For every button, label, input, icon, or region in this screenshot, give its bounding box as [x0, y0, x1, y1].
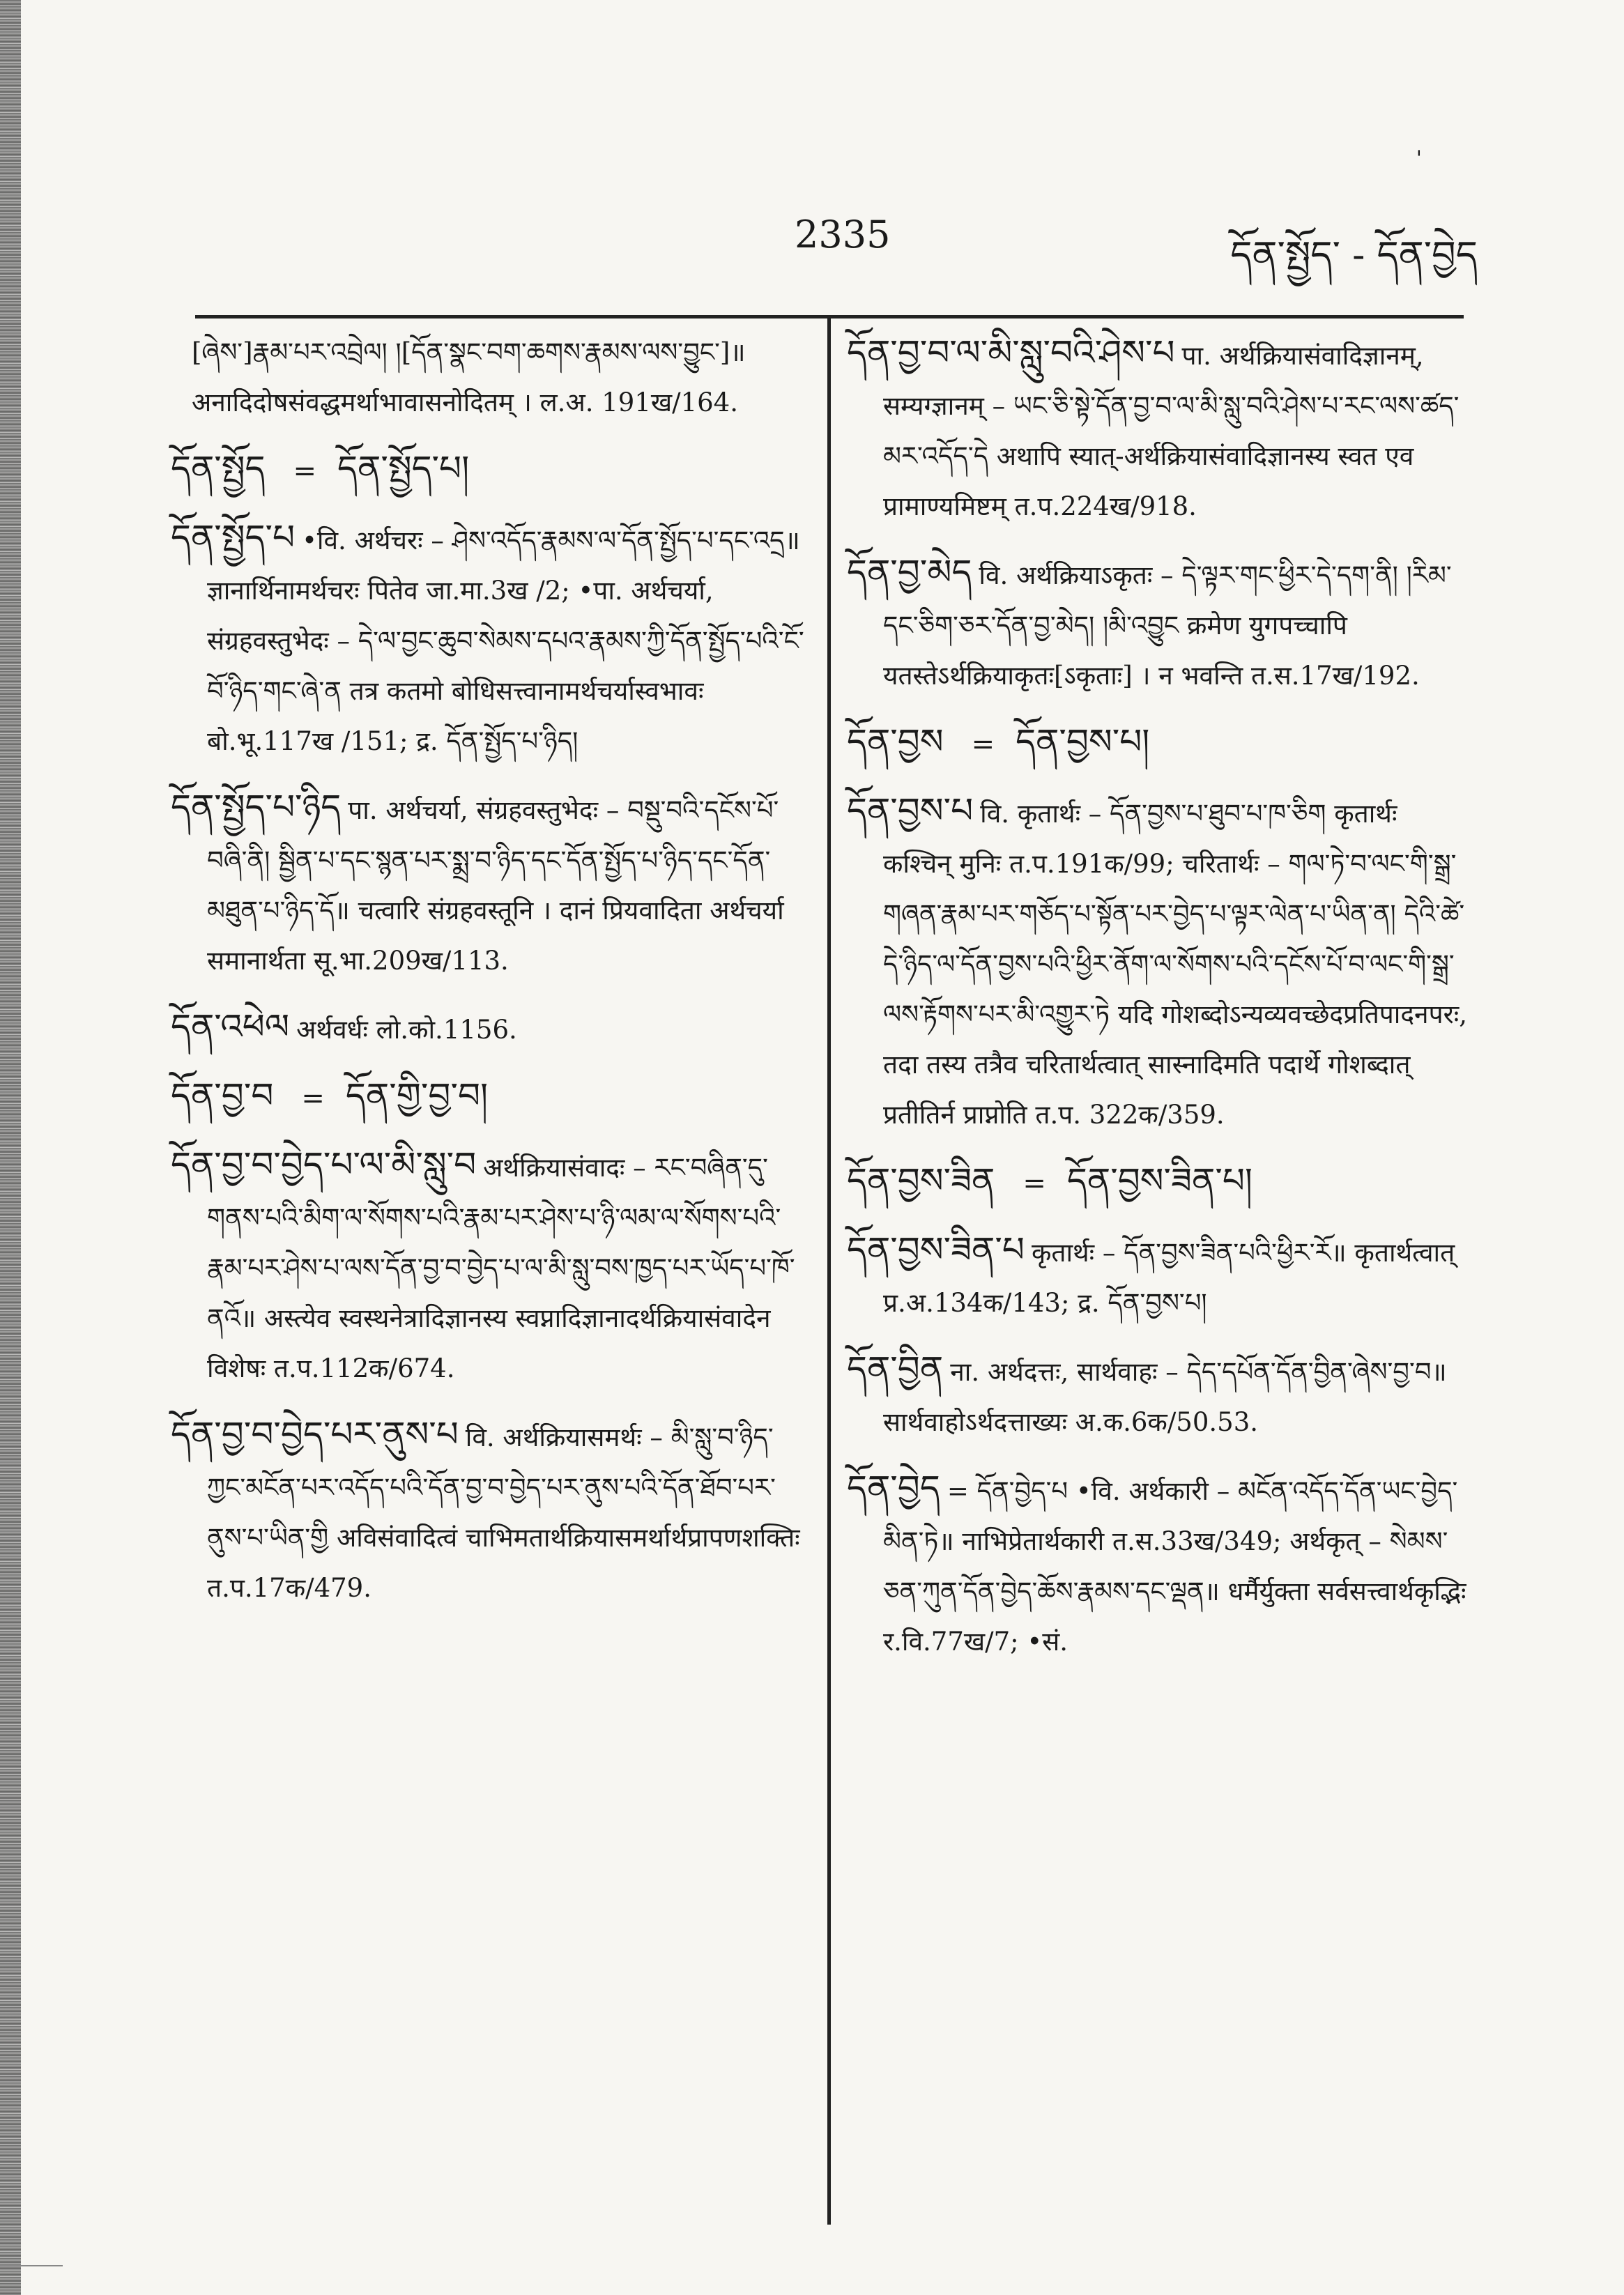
headword: དོན་བྱས་ཟིན: [847, 1160, 995, 1201]
equals-sign: =: [301, 1082, 325, 1114]
dictionary-entry: [171, 1409, 805, 1613]
headword: དོན་སྤྱོད་པ་ཉིད: [171, 787, 342, 827]
entry-text: वि. अर्थक्रियाऽकृतः – དེ་ལྟར་གང་ཕྱིར་དེ་དག་ནི། །རིམ་དང་ཅིག་ཅར་དོན་བྱ་མེད། །མི་འབྱུང क्रमेण युगपच्चापि यतस्तेऽर्थक्रियाकृतः[ऽकृताः] । न भवन्ति त.स.17ख/192.: [883, 560, 1452, 691]
headword: དོན་བྱས་པ: [847, 790, 974, 831]
headword: དོན་བྱ་མེད: [847, 552, 972, 592]
cross-reference-entry: [171, 1070, 805, 1124]
entry-text: कृतार्थः – དོན་བྱས་ཟིན་པའི་ཕྱིར་རོ॥ कृतार्थत्वात् प्र.अ.134क/143; द्र. དོན་བྱས་པ།: [883, 1238, 1455, 1318]
equals-sign: =: [1022, 1167, 1046, 1199]
headword: དོན་བྱིན: [847, 1349, 944, 1389]
headword: དོན་སྤྱོད: [171, 448, 266, 489]
reference-target: དོན་གྱི་བྱ་བ།: [345, 1075, 489, 1116]
entry-text: = དོན་བྱེད་པ •वि. अर्थकारी – མངོན་འདོད་དོན་ཡང་བྱེད་མིན་ཏེ॥ नाभिप्रेतार्थकारी त.स.33ख/349; अर्थकृत् – སེམས་ཅན་ཀུན་དོན་བྱེད་ཆོས་རྣམས་དང་ལྡན॥ धर्मैर्युक्ता सर्वसत्त्वार्थकृद्भिः र.वि.77ख/7; •सं.: [883, 1476, 1466, 1657]
reference-target: དོན་བྱས་ཟིན་པ།: [1066, 1160, 1253, 1201]
reference-target: དོན་སྤྱོད་པ།: [337, 448, 470, 489]
dictionary-entry: [847, 1225, 1467, 1328]
cross-reference-entry: [171, 443, 805, 497]
headword: དོན་འཕེལ: [171, 1006, 290, 1047]
running-head: དོན་སྤྱོད་ - དོན་བྱེད: [1230, 233, 1478, 277]
dictionary-entry: [847, 1463, 1467, 1667]
column-divider: [827, 315, 831, 2225]
right-column: [847, 328, 1467, 1682]
headword: དོན་སྤྱོད་པ: [171, 517, 296, 558]
dictionary-entry: [847, 785, 1467, 1140]
reference-target: དོན་བྱས་པ།: [1016, 721, 1150, 762]
headword: དོན་བྱས་ཟིན་པ: [847, 1229, 1025, 1270]
entry-text: पा. अर्थचर्या, संग्रहवस्तुभेदः – བསྡུ་བའི་དངོས་པོ་བཞི་ནི། སྦྱིན་པ་དང་སྙན་པར་སྨྲ་བ་ཉིད་དང་དོན་སྤྱོད་པ་ཉིད་དང་དོན་མཐུན་པ་ཉིད་དོ॥ चत्वारि संग्रहवस्तूनि । दानं प्रियवादिता अर्थचर्या समानार्थता सू.भा.209ख/113.: [207, 795, 784, 976]
dictionary-entry: [847, 328, 1467, 532]
headword: དོན་བྱ་བ: [171, 1075, 274, 1116]
dictionary-entry: [171, 512, 805, 767]
continued-entry: [171, 328, 805, 428]
dictionary-entry: [847, 547, 1467, 701]
scan-binding-edge: [0, 0, 21, 2295]
headword: དོན་བྱ་བ་བྱེད་པར་ནུས་པ: [171, 1414, 459, 1454]
cross-reference-entry: [847, 1156, 1467, 1209]
cross-reference-entry: [847, 716, 1467, 770]
entry-text: पा. अर्थक्रियासंवादिज्ञानम्, सम्यग्ज्ञानम् – ཡང་ཅི་སྟེ་དོན་བྱ་བ་ལ་མི་སླུ་བའི་ཤེས་པ་རང་ལས་ཚད་མར་འདོད་དེ अथापि स्यात्-अर्थक्रियासंवादिज्ञानस्य स्वत एव प्रामाण्यमिष्टम् त.प.224ख/918.: [883, 341, 1460, 521]
headword: དོན་བྱ་བ་ལ་མི་སླུ་བའི་ཤེས་པ: [847, 332, 1175, 373]
equals-sign: =: [293, 455, 317, 487]
dictionary-entry: [171, 1139, 805, 1394]
headword: དོན་བྱེད: [847, 1468, 940, 1508]
dictionary-entry: [171, 782, 805, 986]
entry-text: अर्थवर्धः लो.को.1156.: [296, 1015, 517, 1045]
page-number: 2335: [795, 213, 891, 256]
dictionary-entry: [847, 1344, 1467, 1448]
entry-text: [ཞེས་]རྣམ་པར་འབྲེལ། །[དོན་སྣང་བག་ཆགས་རྣམས་ལས་བྱུང་]॥ अनादिदोषसंवद्धमर्थाभावासनोदितम् । ल.अ. 191ख/164.: [192, 337, 746, 417]
speck-mark: ': [1416, 146, 1422, 171]
entry-text: वि. कृतार्थः – དོན་བྱས་པ་ཐུབ་པ་ཁ་ཅིག कृतार्थः कश्चिन् मुनिः त.प.191क/99; चरितार्थः – གལ་ཏེ་བ་ལང་གི་སྒྲ་གཞན་རྣམ་པར་གཅོད་པ་སྟོན་པར་བྱེད་པ་ལྟར་ལེན་པ་ཡིན་ན། དེའི་ཚེ་དེ་ཉིད་ལ་དོན་བྱས་པའི་ཕྱིར་ནོག་ལ་སོགས་པའི་དངོས་པོ་བ་ལང་གི་སྒྲ་ལས་རྟོགས་པར་མི་འགྱུར་ཏེ यदि गोशब्दोऽन्यव्यवच्छेदप्रतिपादनपरः, तदा तस्य तत्रैव चरितार्थत्वात् सास्नादिमति पदार्थे गोशब्दात् प्रतीतिर्न प्राप्नोति त.प. 322क/359.: [883, 799, 1467, 1130]
left-column: [171, 328, 805, 1629]
entry-text: ना. अर्थदत्तः, सार्थवाहः – དེད་དཔོན་དོན་བྱིན་ཞེས་བྱ་བ॥ सार्थवाहोऽर्थदत्ताख्यः अ.क.6क/50.53.: [883, 1357, 1447, 1437]
entry-text: वि. अर्थक्रियासमर्थः – མི་སླུ་བ་ཉིད་ཀྱང་མངོན་པར་འདོད་པའི་དོན་བྱ་བ་བྱེད་པར་ནུས་པའི་དོན་ཐོབ་པར་ནུས་པ་ཡིན་གྱི अविसंवादित्वं चाभिमतार्थक्रियासमर्थार्थप्रापणशक्तिः त.प.17क/479.: [207, 1422, 800, 1603]
headword: དོན་བྱ་བ་བྱེད་པ་ལ་མི་སླུ་བ: [171, 1144, 477, 1185]
headword: དོན་བྱས: [847, 721, 944, 762]
entry-text: •वि. अर्थचरः – ཤེས་འདོད་རྣམས་ལ་དོན་སྤྱོད་པ་དང་འདྲ॥ ज्ञानार्थिनामर्थचरः पितेव जा.मा.3ख /2; •पा. अर्थचर्या, संग्रहवस्तुभेदः – དེ་ལ་བྱང་ཆུབ་སེམས་དཔའ་རྣམས་ཀྱི་དོན་སྤྱོད་པའི་ངོ་བོ་ཉིད་གང་ཞེ་ན तत्र कतमो बोधिसत्त्वानामर्थचर्यास्वभावः बो.भू.117ख /151; द्र. དོན་སྤྱོད་པ་ཉིད།: [207, 525, 804, 756]
entry-text: अर्थक्रियासंवादः – རང་བཞིན་དུ་གནས་པའི་མིག་ལ་སོགས་པའི་རྣམ་པར་ཤེས་པ་ཉི་ལམ་ལ་སོགས་པའི་རྣམ་པར་ཤེས་པ་ལས་དོན་བྱ་བ་བྱེད་པ་ལ་མི་སླུ་བས་ཁྱད་པར་ཡོད་པ་ཁོ་ནའོ॥ अस्त्येव स्वस्थनेत्रादिज्ञानस्य स्वप्नादिज्ञानादर्थक्रियासंवादेन विशेषः त.प.112क/674.: [207, 1153, 795, 1383]
equals-sign: =: [971, 728, 995, 760]
dictionary-entry: [171, 1001, 805, 1055]
scan-corner-mark: [0, 2265, 63, 2266]
